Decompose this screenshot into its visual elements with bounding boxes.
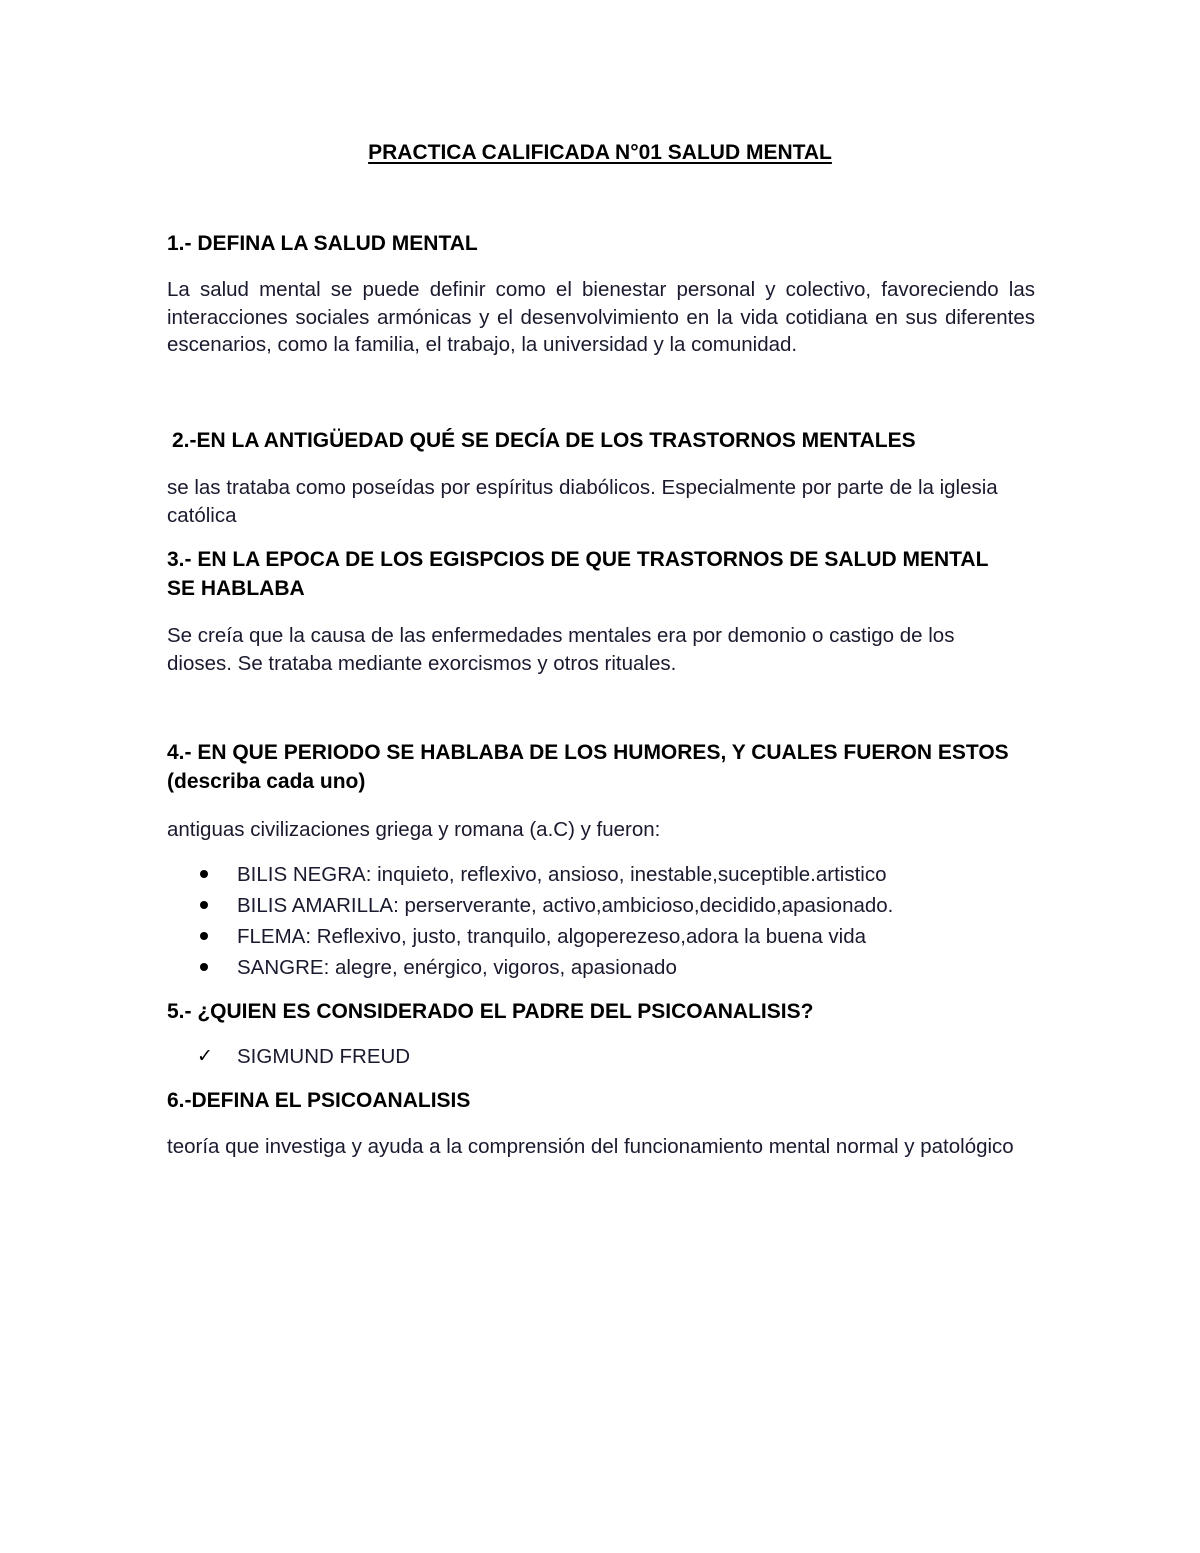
answer-1: La salud mental se puede definir como el bienestar personal y colectivo, favoreciendo las interacciones sociales armónicas y el desenvolvimiento en la vida cotidiana en sus diferentes escenarios, como la familia, el trabajo, la universidad y la comunidad.	[167, 278, 1035, 356]
list-item: BILIS NEGRA: inquieto, reflexivo, ansioso, inestable,suceptible.artistico	[200, 859, 1040, 890]
document-title: PRACTICA CALIFICADA N°01 SALUD MENTAL	[368, 141, 832, 164]
list-item: BILIS AMARILLA: perserverante, activo,ambicioso,decidido,apasionado.	[200, 890, 1040, 921]
checkmark-icon: ✓	[197, 1045, 213, 1067]
bullet-icon	[200, 901, 208, 909]
answer-6: teoría que investiga y ayuda a la comprensión del funcionamiento mental normal y patológico	[167, 1135, 1014, 1158]
humors-list	[200, 859, 1040, 983]
list-item: FLEMA: Reflexivo, justo, tranquilo, algoperezeso,adora la buena vida	[200, 921, 1040, 952]
question-1: 1.- DEFINA LA SALUD MENTAL	[167, 232, 478, 255]
list-item: SANGRE: alegre, enérgico, vigoros, apasionado	[200, 952, 1040, 983]
question-2: 2.-EN LA ANTIGÜEDAD QUÉ SE DECÍA DE LOS TRASTORNOS MENTALES	[172, 429, 916, 452]
question-6: 6.-DEFINA EL PSICOANALISIS	[167, 1089, 471, 1112]
list-item: ✓ SIGMUND FREUD	[200, 1041, 1040, 1072]
question-4: 4.- EN QUE PERIODO SE HABLABA DE LOS HUMORES, Y CUALES FUERON ESTOS (describa cada uno)	[167, 741, 1009, 793]
question-3: 3.- EN LA EPOCA DE LOS EGISPCIOS DE QUE TRASTORNOS DE SALUD MENTAL SE HABLABA	[167, 548, 989, 600]
answer-5-list	[197, 1041, 1040, 1072]
bullet-icon	[200, 932, 208, 940]
bullet-icon	[200, 870, 208, 878]
question-5: 5.- ¿QUIEN ES CONSIDERADO EL PADRE DEL PSICOANALISIS?	[167, 1000, 814, 1023]
bullet-icon	[200, 963, 208, 971]
answer-4: antiguas civilizaciones griega y romana (a.C) y fueron:	[167, 818, 661, 841]
answer-2: se las trataba como poseídas por espíritus diabólicos. Especialmente por parte de la iglesia católica	[167, 476, 998, 527]
answer-3: Se creía que la causa de las enfermedades mentales era por demonio o castigo de los dioses. Se trataba mediante exorcismos y otros rituales.	[167, 624, 955, 675]
